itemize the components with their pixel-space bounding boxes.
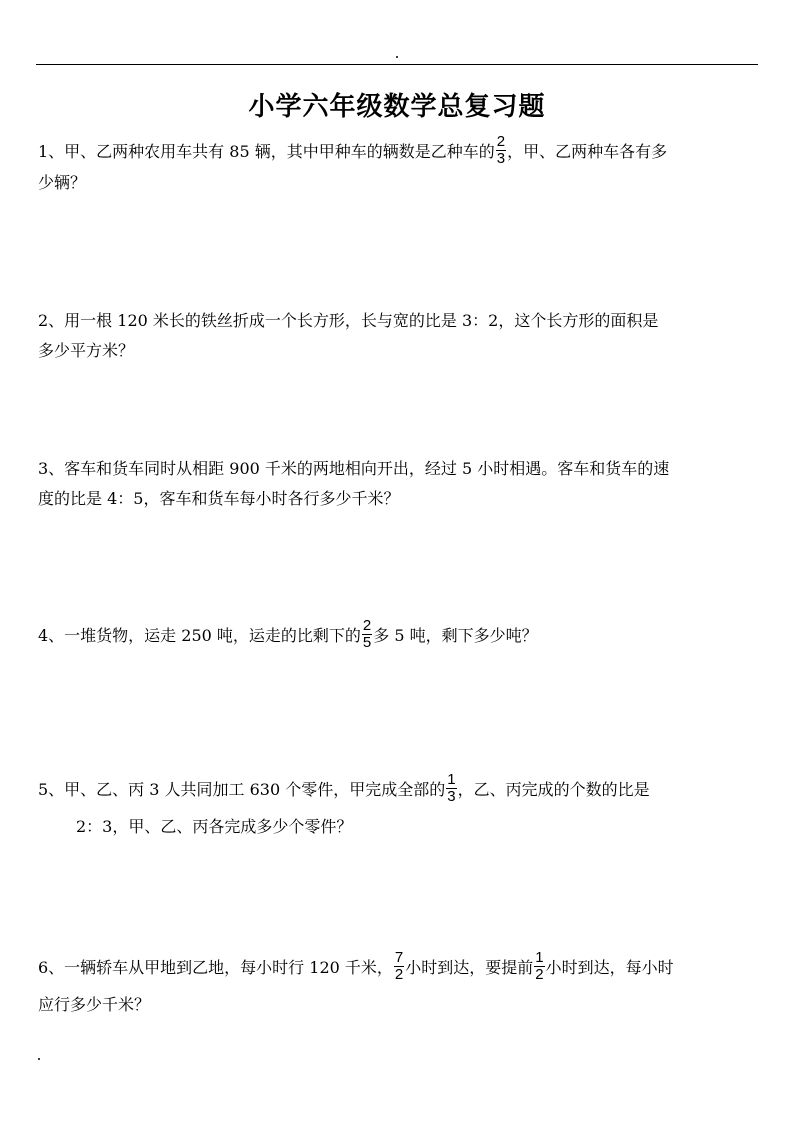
question-4 [38, 617, 760, 651]
footer-dot [38, 1058, 40, 1060]
question-4-line-1: 4、一堆货物，运走 250 吨，运走的比剩下的 $\frac{2}{5}$ 多 5 吨，剩下多少吨？ [38, 617, 538, 651]
fraction: $\frac{7}{2}$ [394, 949, 404, 983]
question-1-line-2: 少辆？ [38, 173, 87, 192]
header-dot [396, 56, 398, 58]
question-5-line-1: 5、甲、乙、丙 3 人共同加工 630 个零件，甲完成全部的 $\frac{1}{3}$ ，乙、丙完成的个数的比是 [38, 771, 650, 805]
question-5-line-2: 2：3，甲、乙、丙各完成多少个零件？ [76, 817, 353, 836]
page-title: 小学六年级数学总复习题 [248, 92, 546, 122]
question-2-line-1: 2、用一根 120 米长的铁丝折成一个长方形，长与宽的比是 3：2，这个长方形的面积是 [38, 311, 659, 330]
question-6-line-2: 应行多少千米？ [38, 995, 151, 1014]
question-3 [38, 454, 760, 514]
question-1 [38, 133, 760, 198]
question-3-line-1: 3、客车和货车同时从相距 900 千米的两地相向开出，经过 5 小时相遇。客车和货车的速 [38, 459, 670, 478]
question-1-line-1: 1、甲、乙两种农用车共有 85 辆，其中甲种车的辆数是乙种车的 $\frac{2}{3}$ ，甲、乙两种车各有多 [38, 133, 668, 167]
question-6 [38, 949, 760, 1020]
fraction: $\frac{1}{2}$ [535, 949, 544, 983]
question-6-line-1: 6、一辆轿车从甲地到乙地，每小时行 120 千米， $\frac{7}{2}$ 小时到达，要提前 $\frac{1}{2}$ 小时到达，每小时 [38, 949, 674, 983]
fraction: $\frac{2}{3}$ [496, 133, 506, 167]
question-2-line-2: 多少平方米？ [38, 341, 135, 360]
fraction: $\frac{2}{5}$ [362, 617, 372, 651]
header-rule [36, 64, 758, 65]
question-5 [38, 771, 760, 842]
question-2 [38, 306, 760, 366]
fraction: $\frac{1}{3}$ [447, 771, 456, 805]
question-3-line-2: 度的比是 4：5，客车和货车每小时各行多少千米？ [38, 489, 400, 508]
